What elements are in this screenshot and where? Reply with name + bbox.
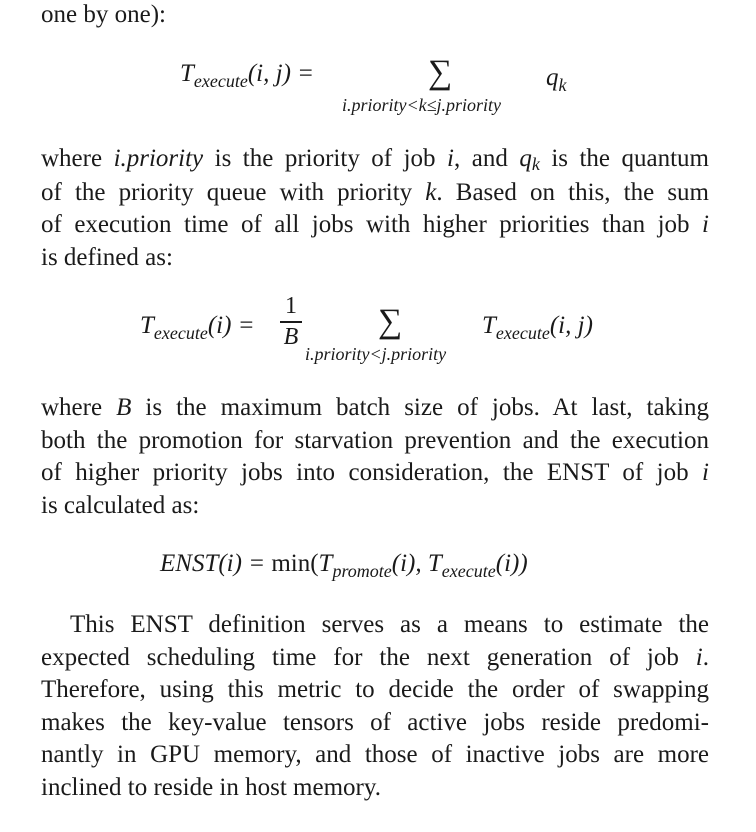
paragraph-definitions (41, 143, 709, 274)
summation-symbol: ∑ (378, 303, 403, 340)
eq2-term: $T_{execute}(i$, j) (482, 312, 593, 343)
text-line: of higher priority jobs into consideration, the ENST of job i (41, 459, 709, 486)
paragraph-enst-intro (41, 392, 709, 522)
paragraph-enst-discussion (41, 609, 709, 804)
summation-limits: i.priority<j.priority (305, 344, 447, 364)
text-line: is defined as: (41, 243, 173, 271)
text-line: makes the key-value tensors of active jobs reside predomi- (41, 708, 709, 736)
equation-enst: ENST(i) = $\min(T_{promote}(i)$, $T_{execute}(i)$) (160, 550, 528, 581)
text-line: both the promotion for starvation prevention and the execution (41, 426, 709, 454)
paragraph-top (41, 0, 709, 32)
eq1-lhs: $T_{execute}(i$, j) = (180, 60, 315, 91)
text-line: one by one): (41, 1, 166, 28)
eq2-lhs: $T_{execute}(i)$ = (140, 312, 255, 343)
summation-symbol: ∑ (428, 54, 453, 91)
text-line: is calculated as: (41, 491, 200, 519)
fraction-one-over-b: 1 B (280, 294, 302, 349)
text-line: where i.priority is the priority of job i, and qk is the quantum (41, 145, 709, 174)
summation-limits: i.priority<k≤j.priority (342, 95, 502, 115)
text-line: expected scheduling time for the next generation of job i. (41, 643, 709, 671)
text-line: inclined to reside in host memory. (41, 773, 381, 801)
text-line: Therefore, using this metric to decide the order of swapping (41, 676, 709, 703)
text-line: where B is the maximum batch size of jobs. At last, taking (41, 394, 709, 421)
eq1-term: $q_k$ (546, 64, 567, 95)
text-line: of execution time of all jobs with higher priorities than job i (41, 211, 709, 238)
text-line: This ENST definition serves as a means to estimate the (70, 611, 709, 638)
text-line: nantly in GPU memory, and those of inactive jobs are more (41, 741, 709, 768)
text-line: of the priority queue with priority k. Based on this, the sum (41, 178, 710, 206)
